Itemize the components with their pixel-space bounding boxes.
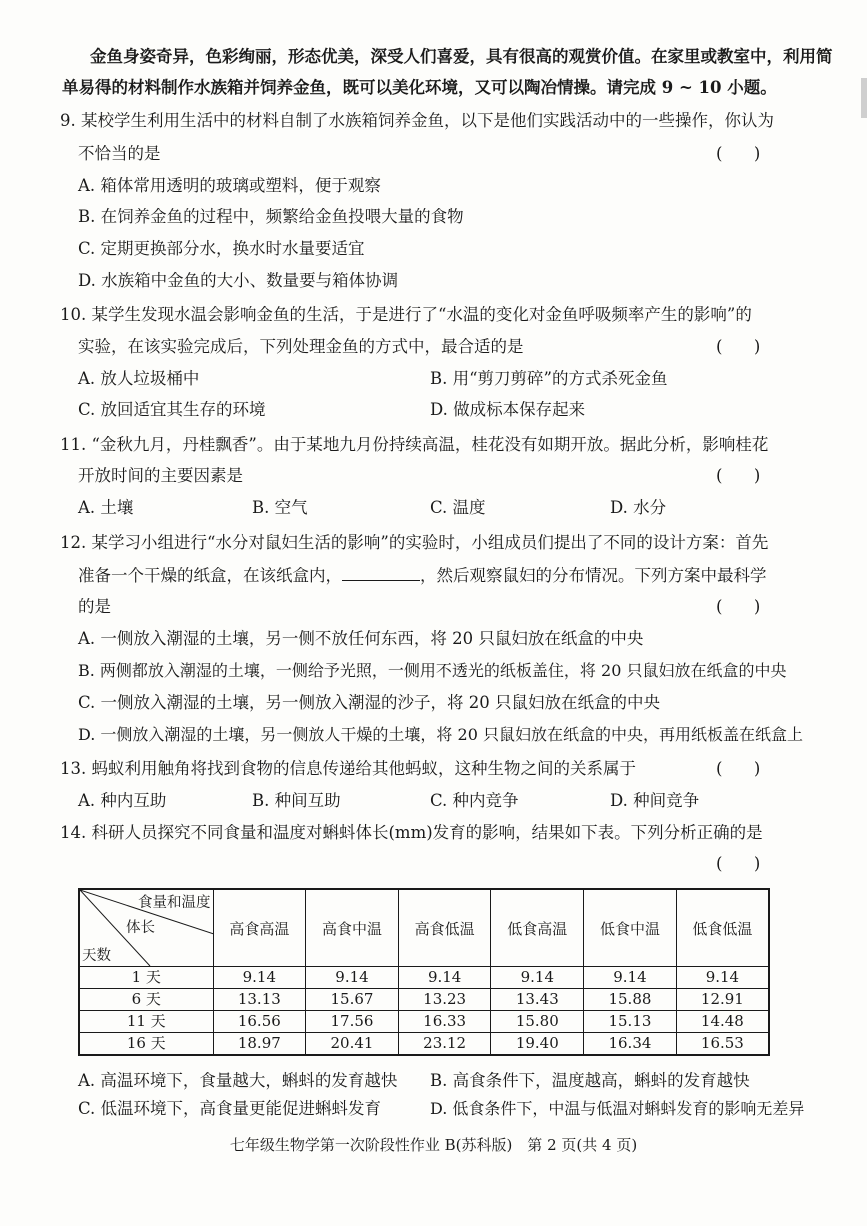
q10-answer-paren[interactable]: ( ): [716, 337, 761, 356]
q14-option-d[interactable]: D. 低食条件下，中温与低温对蝌蚪发育的影响无差异: [430, 1099, 805, 1118]
column-header: 低食中温: [584, 889, 677, 967]
results-table: [78, 888, 770, 1056]
q13-option-c[interactable]: C. 种内竞争: [430, 791, 519, 810]
q13-stem-1: 13. 蚂蚁利用触角将找到食物的信息传递给其他蚂蚁，这种生物之间的关系属于: [60, 759, 636, 778]
corner-label-days: 天数: [82, 948, 111, 964]
corner-label-length: 体长: [126, 920, 155, 936]
q12-option-c[interactable]: C. 一侧放入潮湿的土壤，另一侧放入潮湿的沙子，将 20 只鼠妇放在纸盒的中央: [78, 693, 661, 712]
table-cell: 14.48: [676, 1011, 769, 1033]
q14-option-a[interactable]: A. 高温环境下，食量越大，蝌蚪的发育越快: [78, 1071, 398, 1090]
q13-option-d[interactable]: D. 种间竞争: [610, 791, 700, 810]
q14-answer-paren[interactable]: ( ): [716, 854, 761, 873]
column-header: 高食高温: [213, 889, 306, 967]
row-day-label: 6 天: [79, 989, 213, 1011]
q11-option-c[interactable]: C. 温度: [430, 498, 486, 517]
q13-option-a[interactable]: A. 种内互助: [78, 791, 167, 810]
table-cell: 12.91: [676, 989, 769, 1011]
q12-stem-2-before-blank: 准备一个干燥的纸盒，在该纸盒内，: [78, 566, 342, 585]
q11-option-b[interactable]: B. 空气: [252, 498, 308, 517]
q12-option-a[interactable]: A. 一侧放入潮湿的土壤，另一侧不放任何东西，将 20 只鼠妇放在纸盒的中央: [78, 629, 644, 648]
q11-option-a[interactable]: A. 土壤: [78, 498, 134, 517]
q10-stem-2: 实验，在该实验完成后，下列处理金鱼的方式中，最合适的是: [78, 337, 524, 356]
q12-answer-paren[interactable]: ( ): [716, 597, 761, 616]
q12-option-d[interactable]: D. 一侧放入潮湿的土壤，另一侧放人干燥的土壤，将 20 只鼠妇放在纸盒的中央，再用纸板盖在纸盒上: [78, 725, 803, 744]
q14-option-b[interactable]: B. 高食条件下，温度越高，蝌蚪的发育越快: [430, 1071, 750, 1090]
table-cell: 9.14: [491, 967, 584, 989]
q9-option-a[interactable]: A. 箱体常用透明的玻璃或塑料，便于观察: [78, 176, 381, 195]
q10-option-c[interactable]: C. 放回适宜其生存的环境: [78, 400, 266, 419]
q14-stem-1: 14. 科研人员探究不同食量和温度对蝌蚪体长(mm)发育的影响，结果如下表。下列分析正确的是: [60, 823, 763, 842]
intro-line-1: 金鱼身姿奇异，色彩绚丽，形态优美，深受人们喜爱，具有很高的观赏价值。在家里或教室中，利用简: [90, 47, 833, 66]
table-cell: 9.14: [213, 967, 306, 989]
table-cell: 15.13: [584, 1011, 677, 1033]
q13-option-b[interactable]: B. 种间互助: [252, 791, 341, 810]
column-header: 高食中温: [306, 889, 399, 967]
column-header: 低食低温: [676, 889, 769, 967]
table-cell: 23.12: [398, 1033, 491, 1056]
q13-answer-paren[interactable]: ( ): [716, 759, 761, 778]
table-cell: 16.53: [676, 1033, 769, 1056]
page-footer: 七年级生物学第一次阶段性作业 B(苏科版) 第 2 页(共 4 页): [229, 1136, 638, 1154]
q9-option-b[interactable]: B. 在饲养金鱼的过程中，频繁给金鱼投喂大量的食物: [78, 207, 464, 226]
table-cell: 18.97: [213, 1033, 306, 1056]
table-cell: 9.14: [676, 967, 769, 989]
table-cell: 15.88: [584, 989, 677, 1011]
table-cell: 16.34: [584, 1033, 677, 1056]
q10-option-d[interactable]: D. 做成标本保存起来: [430, 400, 586, 419]
table-cell: 13.23: [398, 989, 491, 1011]
q10-stem-1: 10. 某学生发现水温会影响金鱼的生活，于是进行了“水温的变化对金鱼呼吸频率产生的影响”的: [60, 305, 752, 324]
q9-stem-1: 9. 某校学生利用生活中的材料自制了水族箱饲养金鱼，以下是他们实践活动中的一些操作，你认为: [60, 111, 774, 130]
table-cell: 20.41: [306, 1033, 399, 1056]
q11-stem-1: 11. “金秋九月，丹桂飘香”。由于某地九月份持续高温，桂花没有如期开放。据此分析，影响桂花: [60, 435, 769, 454]
table-cell: 17.56: [306, 1011, 399, 1033]
table-cell: 15.67: [306, 989, 399, 1011]
scan-edge-mark: [861, 78, 867, 118]
table-cell: 9.14: [398, 967, 491, 989]
row-day-label: 16 天: [79, 1033, 213, 1056]
q12-fill-blank[interactable]: [342, 564, 420, 581]
q11-stem-2: 开放时间的主要因素是: [78, 466, 243, 485]
intro-line-2: 单易得的材料制作水族箱并饲养金鱼，既可以美化环境，又可以陶冶情操。请完成 9 ~ 10 小题。: [62, 78, 777, 97]
corner-label-diet-temp: 食量和温度: [138, 895, 211, 911]
column-header: 低食高温: [491, 889, 584, 967]
q10-option-a[interactable]: A. 放人垃圾桶中: [78, 369, 200, 388]
q11-option-d[interactable]: D. 水分: [610, 498, 667, 517]
q12-stem-3: 的是: [78, 597, 111, 616]
column-header: 高食低温: [398, 889, 491, 967]
q10-option-b[interactable]: B. 用“剪刀剪碎”的方式杀死金鱼: [430, 369, 668, 388]
q9-answer-paren[interactable]: ( ): [716, 144, 761, 163]
table-cell: 13.43: [491, 989, 584, 1011]
table-header-row: [79, 889, 769, 967]
table-cell: 15.80: [491, 1011, 584, 1033]
q12-stem-1: 12. 某学习小组进行“水分对鼠妇生活的影响”的实验时，小组成员们提出了不同的设计方案：首先: [60, 533, 769, 552]
q11-answer-paren[interactable]: ( ): [716, 466, 761, 485]
table-cell: 13.13: [213, 989, 306, 1011]
q12-option-b[interactable]: B. 两侧都放入潮湿的土壤，一侧给予光照，一侧用不透光的纸板盖住，将 20 只鼠妇放在纸盒的中央: [78, 661, 787, 680]
row-day-label: 11 天: [79, 1011, 213, 1033]
table-cell: 19.40: [491, 1033, 584, 1056]
q12-stem-2: [78, 564, 767, 587]
q12-stem-2-after-blank: ，然后观察鼠妇的分布情况。下列方案中最科学: [420, 566, 767, 585]
table-row: [79, 1033, 769, 1056]
table-cell: 16.33: [398, 1011, 491, 1033]
table-row: [79, 989, 769, 1011]
table-row: [79, 1011, 769, 1033]
table-corner-cell: [79, 889, 213, 967]
q14-option-c[interactable]: C. 低温环境下，高食量更能促进蝌蚪发育: [78, 1099, 382, 1118]
q9-option-d[interactable]: D. 水族箱中金鱼的大小、数量要与箱体协调: [78, 271, 399, 290]
row-day-label: 1 天: [79, 967, 213, 989]
table-row: [79, 967, 769, 989]
table-cell: 9.14: [306, 967, 399, 989]
table-cell: 9.14: [584, 967, 677, 989]
q9-option-c[interactable]: C. 定期更换部分水，换水时水量要适宜: [78, 239, 365, 258]
q9-stem-2: 不恰当的是: [78, 144, 161, 163]
table-cell: 16.56: [213, 1011, 306, 1033]
